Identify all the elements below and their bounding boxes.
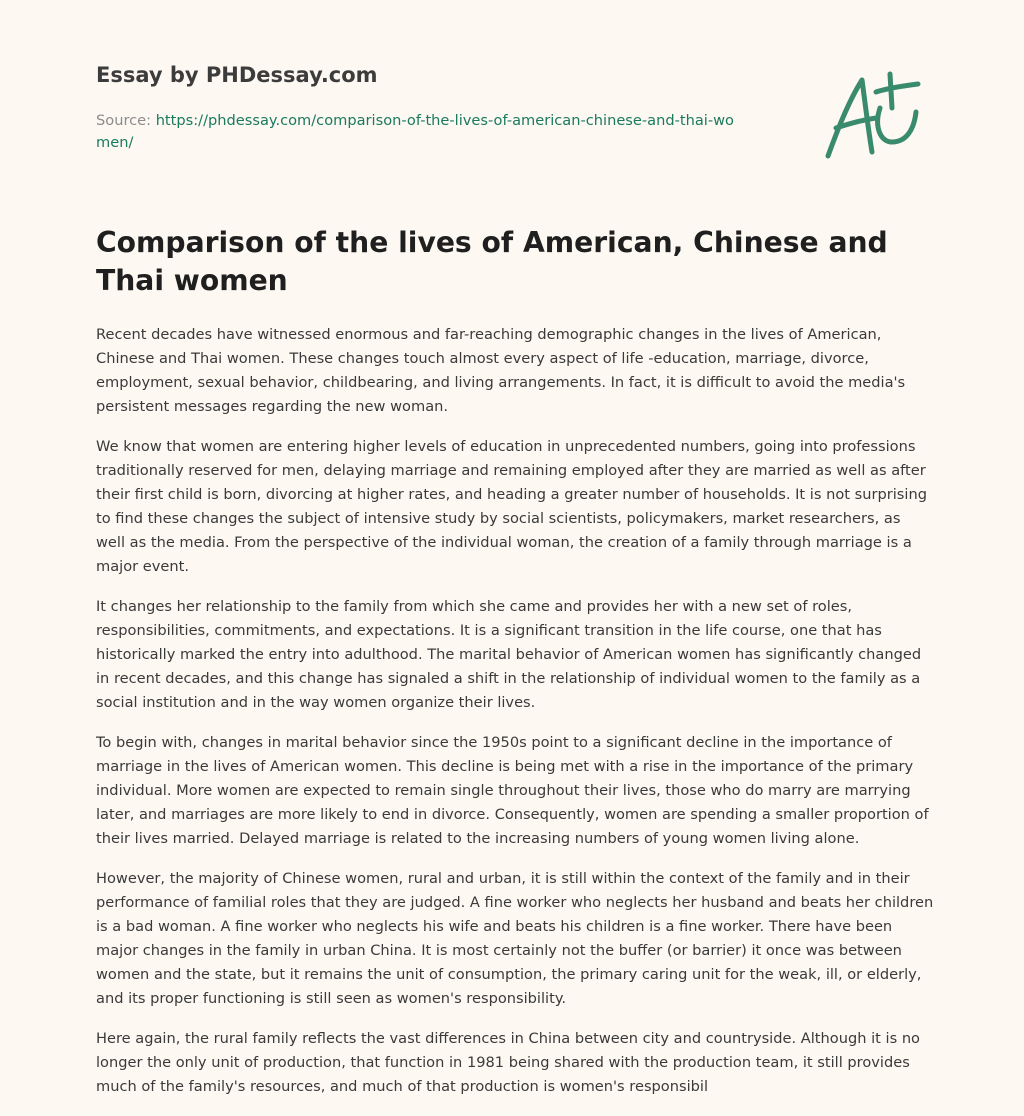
site-title: Essay by PHDessay.com — [96, 63, 378, 87]
essay-paragraph: We know that women are entering higher levels of education in unprecedented numbers, going into professions traditionally reserved for men, delaying marriage and remaining employed after they are married as well as after their first child is born, divorcing at higher rates, and heading a greater number of households. It is not surprising to find these changes the subject of intensive study by social scientists, policymakers, market researchers, as well as the media. From the perspective of the individual woman, the creation of a family through marriage is a major event. — [96, 438, 927, 575]
essay-body — [96, 323, 934, 1115]
essay-paragraph: However, the majority of Chinese women, rural and urban, it is still within the context of the family and in their performance of familial roles that they are judged. A fine worker who neglects her husband and beats her children is a bad woman. A fine worker who neglects his wife and beats his children is a fine worker. There have been major changes in the family in urban China. It is most certainly not the buffer (or barrier) it once was between women and the state, but it remains the unit of consumption, the primary caring unit for the weak, ill, or elderly, and its proper functioning is still seen as women's responsibility. — [96, 870, 934, 1007]
essay-paragraph: Here again, the rural family reflects the vast differences in China between city and countryside. Although it is no longer the only unit of production, that function in 1981 being shared with the production team, it still provides much of the family's resources, and much of that production is women's responsibil — [96, 1030, 920, 1095]
essay-paragraph: Recent decades have witnessed enormous and far-reaching demographic changes in the lives of American, Chinese and Thai women. These changes touch almost every aspect of life -education, marriage, divorce, employment, sexual behavior, childbearing, and living arrangements. In fact, it is difficult to avoid the media's persistent messages regarding the new woman. — [96, 326, 906, 415]
essay-title: Comparison of the lives of American, Chinese and Thai women — [96, 226, 888, 297]
source-line — [96, 110, 736, 154]
essay-paragraph: It changes her relationship to the family from which she came and provides her with a new set of roles, responsibilities, commitments, and expectations. It is a significant transition in the life course, one that has historically marked the entry into adulthood. The marital behavior of American women has significantly changed in recent decades, and this change has signaled a shift in the relationship of individual women to the family as a social institution and in the way women organize their lives. — [96, 598, 922, 711]
a-plus-grade-icon — [822, 68, 926, 164]
source-link[interactable]: https://phdessay.com/comparison-of-the-lives-of-american-chinese-and-thai-women/ — [96, 112, 734, 151]
source-label: Source: — [96, 112, 156, 129]
essay-paragraph: To begin with, changes in marital behavior since the 1950s point to a significant decline in the importance of marriage in the lives of American women. This decline is being met with a rise in the importance of the primary individual. More women are expected to remain single throughout their lives, those who do marry are marrying later, and marriages are more likely to end in divorce. Consequently, women are spending a smaller proportion of their lives married. Delayed marriage is related to the increasing numbers of young women living alone. — [96, 734, 929, 847]
